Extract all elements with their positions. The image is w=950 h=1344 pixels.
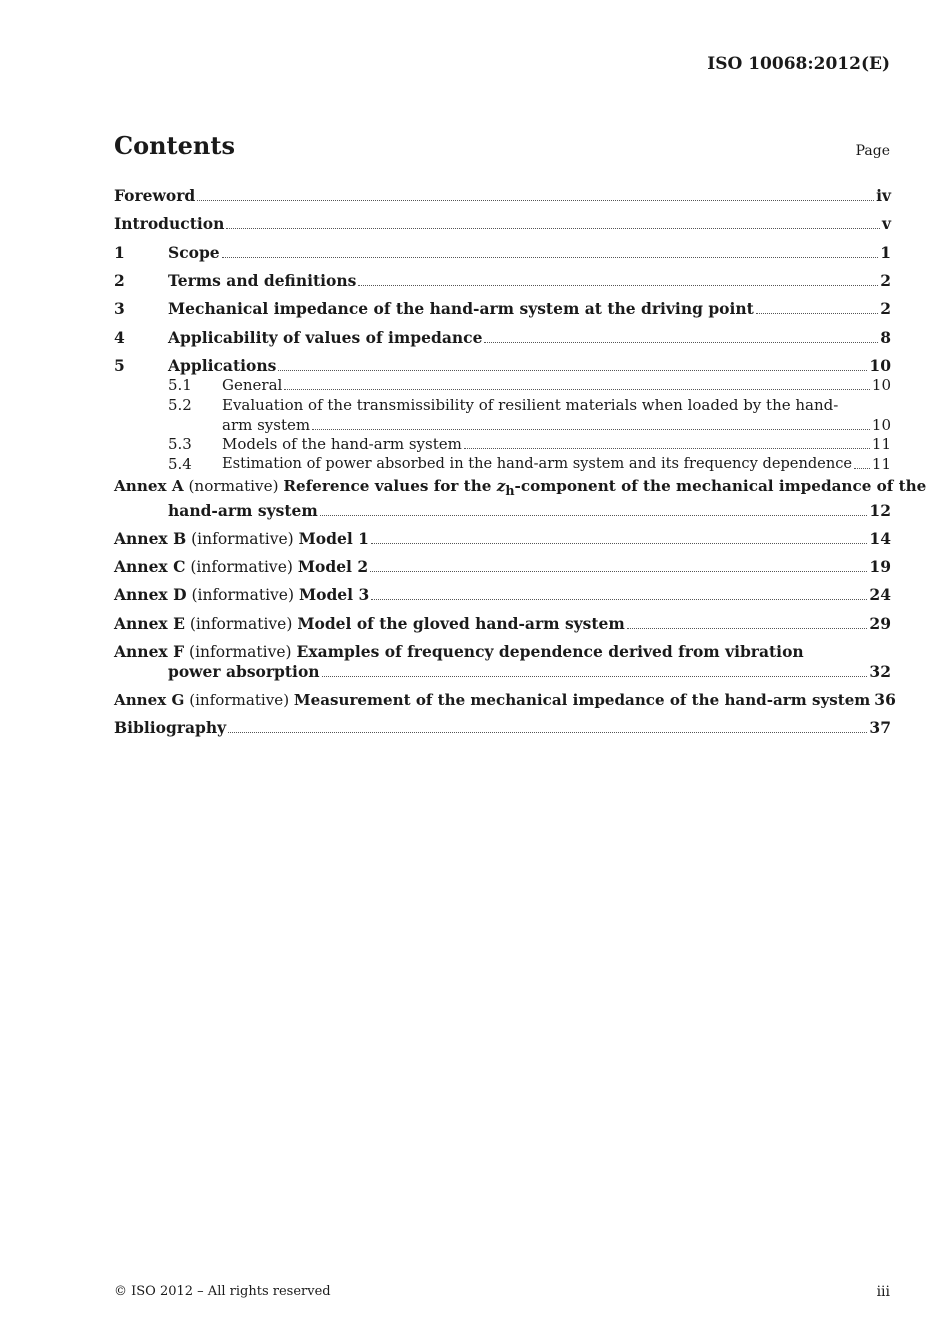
section-number: 5.3 xyxy=(168,435,192,453)
leader-dots xyxy=(464,447,870,449)
annex-title-continued: power absorption xyxy=(168,662,320,681)
toc-page-number: 37 xyxy=(869,718,891,737)
leader-dots xyxy=(320,514,868,516)
toc-entry-text: Introduction xyxy=(114,214,225,233)
annex-kind: (informative) xyxy=(191,530,294,548)
toc-entry-annex-b[interactable] xyxy=(114,529,891,549)
toc-entry-transmissibility[interactable] xyxy=(168,395,891,435)
annex-title-continued: hand-arm system xyxy=(168,501,318,520)
toc-entry-annex-c[interactable] xyxy=(114,557,891,577)
toc-entry-text: Scope xyxy=(168,243,220,262)
toc-page-number: 24 xyxy=(869,585,891,604)
annex-title: Examples of frequency dependence derived from vibration xyxy=(296,642,804,661)
annex-kind: (informative) xyxy=(191,586,295,604)
section-number: 3 xyxy=(114,299,125,318)
leader-dots xyxy=(484,341,878,343)
leader-dots xyxy=(358,284,878,286)
leader-dots xyxy=(226,227,880,229)
toc-entry-text: General xyxy=(222,376,283,394)
leader-dots xyxy=(627,627,868,629)
leader-dots xyxy=(854,467,870,469)
toc-page-number: 11 xyxy=(871,435,891,453)
toc-page-number: 19 xyxy=(869,557,891,576)
annex-label: Annex B xyxy=(114,529,187,548)
toc-page-number: 14 xyxy=(869,529,891,548)
leader-dots xyxy=(197,199,874,201)
annex-title: Model 2 xyxy=(297,557,369,576)
annex-title-end: -component of the mechanical impedance of the xyxy=(514,476,927,495)
annex-title: Model 3 xyxy=(298,585,370,604)
toc-entry-text: Applications xyxy=(168,356,277,375)
toc-page-number: iv xyxy=(876,186,891,205)
leader-dots xyxy=(371,542,868,544)
annex-label: Annex F xyxy=(114,642,185,661)
toc-entry-bibliography[interactable] xyxy=(114,718,891,738)
section-number: 5.2 xyxy=(168,396,192,414)
toc-page-number: 36 xyxy=(874,690,896,709)
toc-entry-annex-g[interactable] xyxy=(114,690,896,710)
toc-entry-scope[interactable] xyxy=(114,243,891,263)
toc-page-number: 1 xyxy=(880,243,891,262)
toc-entry-text: Mechanical impedance of the hand-arm system at the driving point xyxy=(168,299,754,318)
toc-page-number: 11 xyxy=(871,455,891,473)
toc-entry-text: Estimation of power absorbed in the hand-arm system and its frequency dependence xyxy=(222,455,853,472)
toc-entry-mechanical-impedance[interactable] xyxy=(114,299,891,319)
annex-title-start: Reference values for the xyxy=(283,476,497,495)
toc-entry-text: Models of the hand-arm system xyxy=(222,435,462,453)
toc-page-number: 2 xyxy=(880,271,891,290)
toc-page-number: 2 xyxy=(880,299,891,318)
annex-label: Annex A xyxy=(114,476,184,495)
toc-page-number: 10 xyxy=(871,376,891,394)
copyright-notice: © ISO 2012 – All rights reserved xyxy=(114,1284,331,1299)
section-number: 1 xyxy=(114,243,125,262)
toc-entry-general[interactable] xyxy=(168,375,891,395)
annex-kind: (informative) xyxy=(189,643,292,661)
annex-label: Annex E xyxy=(114,614,185,633)
leader-dots xyxy=(228,731,867,733)
toc-entry-annex-d[interactable] xyxy=(114,585,891,605)
annex-label: Annex C xyxy=(114,557,186,576)
toc-entry-power-estimation[interactable] xyxy=(168,454,891,474)
toc-page-number: 10 xyxy=(871,416,891,434)
toc-page-number: 29 xyxy=(869,614,891,633)
toc-page-number: 32 xyxy=(869,662,891,681)
toc-entry-terms[interactable] xyxy=(114,271,891,291)
annex-title: Measurement of the mechanical impedance of the hand-arm system xyxy=(293,691,871,709)
toc-entry-text: Applicability of values of impedance xyxy=(168,328,483,347)
toc-entry-applications[interactable] xyxy=(114,356,891,376)
annex-title: Model 1 xyxy=(298,529,369,548)
section-number: 4 xyxy=(114,328,125,347)
toc-entry-applicability[interactable] xyxy=(114,328,891,348)
leader-dots xyxy=(284,388,870,390)
toc-entry-annex-a[interactable] xyxy=(114,476,927,521)
leader-dots xyxy=(756,312,878,314)
contents-heading: Contents xyxy=(114,131,235,160)
toc-page-number: 12 xyxy=(869,501,891,520)
toc-page-number: 10 xyxy=(869,356,891,375)
leader-dots xyxy=(322,675,868,677)
subscript-h: h xyxy=(505,483,515,498)
section-number: 2 xyxy=(114,271,125,290)
annex-label: Annex D xyxy=(114,585,187,604)
toc-entry-text: Bibliography xyxy=(114,718,227,737)
variable-z: z xyxy=(496,476,506,495)
annex-kind: (informative) xyxy=(189,615,293,633)
toc-entry-annex-f[interactable] xyxy=(114,642,891,682)
annex-kind: (informative) xyxy=(189,691,290,709)
leader-dots xyxy=(222,256,879,258)
toc-entry-introduction[interactable] xyxy=(114,214,891,234)
page-number: iii xyxy=(876,1284,890,1300)
annex-kind: (normative) xyxy=(188,476,279,495)
annex-kind: (informative) xyxy=(190,558,293,576)
toc-entry-text: Foreword xyxy=(114,186,196,205)
annex-label: Annex G xyxy=(114,691,185,709)
section-number: 5.1 xyxy=(168,376,192,394)
annex-line-1 xyxy=(114,476,926,501)
annex-title: Model of the gloved hand-arm system xyxy=(297,614,625,633)
document-code: ISO 10068:2012(E) xyxy=(707,54,890,74)
leader-dots xyxy=(371,598,867,600)
leader-dots xyxy=(278,369,867,371)
section-number: 5.4 xyxy=(168,455,192,473)
page-column-label: Page xyxy=(855,143,890,159)
toc-entry-models[interactable] xyxy=(168,434,891,454)
toc-entry-foreword[interactable] xyxy=(114,186,891,206)
toc-page-number: 8 xyxy=(880,328,891,347)
toc-entry-text-continued: arm system xyxy=(222,416,311,434)
toc-entry-annex-e[interactable] xyxy=(114,614,891,634)
leader-dots xyxy=(312,428,870,430)
leader-dots xyxy=(370,570,867,572)
toc-entry-text: Terms and definitions xyxy=(168,271,357,290)
toc-entry-text: Evaluation of the transmissibility of resilient materials when loaded by the hand- xyxy=(222,396,839,414)
toc-page-number: v xyxy=(881,214,891,233)
section-number: 5 xyxy=(114,356,125,375)
